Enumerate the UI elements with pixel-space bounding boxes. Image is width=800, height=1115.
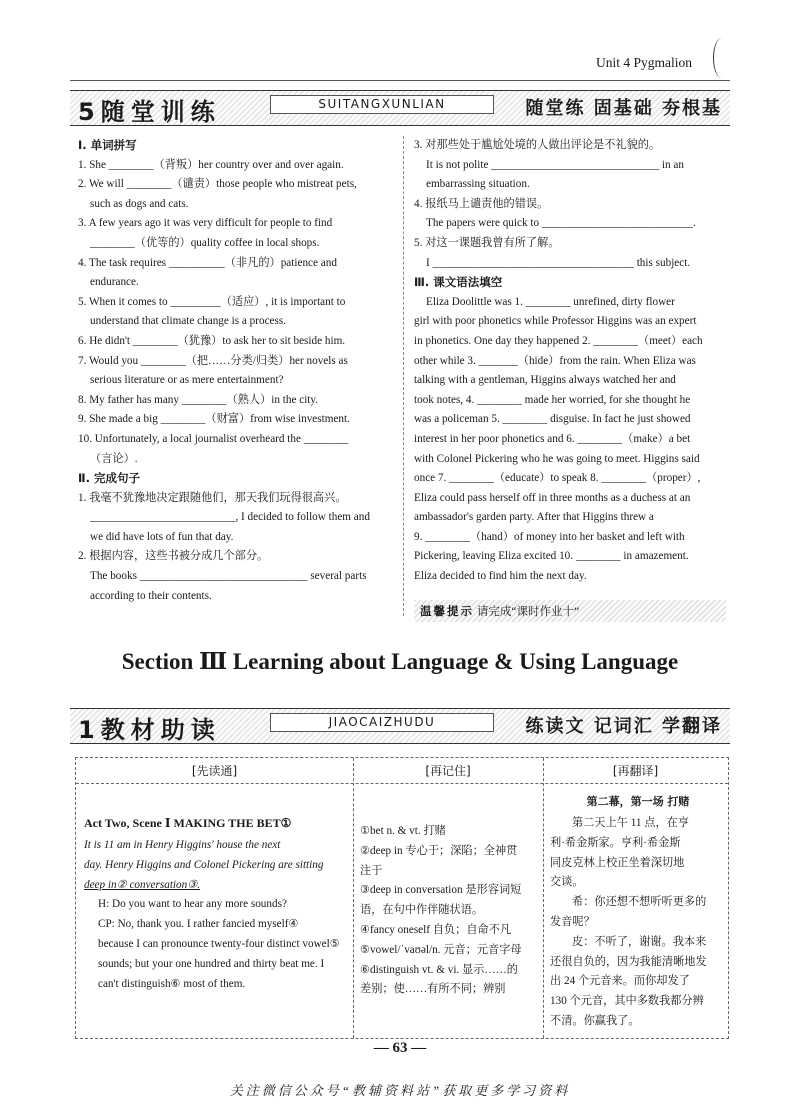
exercise-line: Eliza could pass herself off in three months as a duchess at an — [414, 491, 691, 504]
exercise-line: we did have lots of fun that day. — [90, 530, 234, 543]
exercise-line: 8. My father has many ________（熟人）in the city. — [78, 393, 319, 406]
exercise-line: 3. A few years ago it was very difficult for people to find — [78, 217, 333, 230]
exercise-line: according to their contents. — [90, 589, 212, 602]
banner-pinyin-code: SUITANGXUNLIAN — [270, 95, 494, 114]
exercise-line: serious literature or as mere entertainment? — [90, 374, 284, 387]
exercise-line: __________________________, I decided to follow them and — [90, 511, 370, 524]
passage-title: Act Two, Scene Ⅰ MAKING THE BET① — [84, 816, 292, 830]
exercise-line: in phonetics. One day they happened 2. ________（meet）each — [414, 334, 703, 347]
header-curve-decoration — [713, 38, 730, 78]
table-divider — [353, 758, 354, 1038]
vocab-note-line: ⑤vowel/ˈvaʊəl/n. 元音；元音字母 — [360, 943, 522, 956]
header-rule — [70, 80, 730, 81]
translation-line: 交谈。 — [550, 876, 584, 889]
table-header-translate: [再翻译] — [612, 764, 659, 778]
vocab-note-line: ③deep in conversation 是形容词短 — [360, 884, 522, 897]
exercise-line: such as dogs and cats. — [90, 197, 189, 210]
passage-line: can't distinguish⑥ most of them. — [98, 977, 246, 990]
exercise-line: girl with poor phonetics while Professor Higgins was an expert — [414, 315, 697, 328]
translation-line: 第二天上午 11 点，在亨 — [572, 817, 690, 829]
exercise-line: Eliza Doolittle was 1. ________ unrefined, dirty flower — [426, 295, 675, 308]
translation-line: 发音呢？ — [550, 915, 595, 928]
exercise-line: 6. He didn't ________（犹豫）to ask her to sit beside him. — [78, 334, 346, 347]
banner-number-title: 1教材助读 — [78, 716, 221, 744]
exercise-line: （言论）. — [90, 452, 138, 465]
unit-header: Unit 4 Pygmalion — [596, 55, 693, 70]
banner-pinyin-code: JIAOCAIZHUDU — [270, 713, 494, 732]
banner-number-title: 5随堂训练 — [78, 98, 221, 126]
exercise-line: The papers were quick to ___________________________. — [426, 217, 696, 230]
exercise-line: 10. Unfortunately, a local journalist overheard the ________ — [78, 432, 349, 445]
translation-line: 出 24 个元音来。而你却发了 — [550, 975, 690, 988]
section-title: Section Ⅲ Learning about Language & Using Language — [121, 649, 679, 674]
reading-banner — [70, 708, 730, 744]
exercise-line: 5. When it comes to _________（适应）, it is important to — [78, 295, 346, 308]
vocab-note-line: ①bet n. & vt. 打赌 — [360, 825, 446, 837]
table-divider — [543, 758, 544, 1038]
translation-text — [550, 814, 726, 1032]
exercise-line: other while 3. _______（hide）from the rain. When Eliza was — [414, 354, 696, 367]
exercise-line: endurance. — [90, 276, 139, 289]
vocab-note-line: ④fancy oneself 自负；自命不凡 — [360, 923, 512, 936]
vocab-note-line: ②deep in 专心于；深陷；全神贯 — [360, 844, 518, 857]
tip-box — [414, 600, 726, 622]
banner-slogan: 随堂练 固基础 夯根基 — [525, 98, 722, 119]
passage-line: CP: No, thank you. I rather fancied myself④ — [98, 918, 299, 931]
passage-line: It is 11 am in Henry Higgins' house the next — [84, 839, 281, 851]
table-header-rule — [76, 783, 728, 784]
translation-line: 皮：不听了，谢谢。我本来 — [572, 935, 707, 948]
footer-note: 关注微信公众号“教辅资料站”获取更多学习资料 — [229, 1083, 571, 1098]
vocab-note-line: 注于 — [360, 864, 383, 877]
exercise-line: 1. She ________（背叛）her country over and over again. — [78, 158, 344, 171]
reading-table — [75, 757, 729, 1039]
passage-line: because I can pronounce twenty-four distinct vowel⑤ — [98, 937, 340, 950]
translation-line: 130 个元音，其中多数我都分辨 — [550, 995, 704, 1008]
vocab-note-line: 差别；使……有所不同；辨别 — [360, 983, 506, 996]
passage-line: sounds; but your one hundred and thirty beat me. I — [98, 957, 325, 970]
exercise-line: talking with a gentleman, Higgins always watched her and — [414, 374, 676, 387]
exercise-line: 2. We will ________（谴责）those people who mistreat pets, — [78, 178, 357, 191]
tip-label: 温馨提示 — [420, 604, 474, 618]
exercise-line: I ____________________________________ this subject. — [426, 256, 691, 269]
exercise-line: 9. ________（hand）of money into her basket and left with — [414, 530, 685, 543]
exercise-line: ambassador's garden party. After that Higgins threw a — [414, 511, 654, 524]
tip-text: 请完成“课时作业十” — [476, 606, 580, 618]
passage-line: H: Do you want to hear any more sounds? — [98, 898, 287, 911]
exercise-line: The books ______________________________ several parts — [90, 570, 367, 583]
exercise-line: 4. 报纸马上谴责他的错误。 — [414, 197, 549, 210]
section-heading: Ⅰ. 单词拼写 — [78, 138, 137, 152]
translation-line: 还很自负的，因为我能清晰地发 — [550, 955, 707, 968]
exercise-line: embarrassing situation. — [426, 178, 530, 191]
exercise-line: 7. Would you ________（把……分类/归类）her novels as — [78, 354, 348, 367]
translation-line: 利·希金斯家。亨利·希金斯 — [550, 836, 681, 849]
column-divider — [403, 136, 404, 616]
exercise-line: 4. The task requires __________（非凡的）patience and — [78, 256, 337, 269]
translation-line: 同皮克林上校正坐着深切地 — [550, 856, 685, 869]
exercise-line: Eliza decided to find him the next day. — [414, 570, 587, 583]
translation-title: 第二幕，第一场 打赌 — [586, 795, 690, 808]
exercise-line: ________（优等的）quality coffee in local shops. — [90, 236, 320, 249]
exercise-left-column — [78, 136, 390, 606]
page-number: — 63 — — [373, 1040, 427, 1056]
table-header-remember: [再记住] — [425, 764, 471, 778]
exercise-line: with Colonel Pickering who he was going to meet. Higgins said — [414, 452, 700, 465]
vocab-note-line: ⑥distinguish vt. & vi. 显示……的 — [360, 963, 518, 976]
passage-line: day. Henry Higgins and Colonel Pickering are sitting — [84, 858, 324, 871]
banner-slogan: 练读文 记词汇 学翻译 — [525, 716, 722, 737]
section-heading: Ⅱ. 完成句子 — [78, 471, 140, 486]
exercise-line: interest in her poor phonetics and 6. ________（make）a bet — [414, 432, 691, 445]
translation-line: 希：你还想不想听听更多的 — [572, 896, 707, 909]
exercise-line: took notes, 4. ________ made her worried, for she thought he — [414, 393, 691, 406]
section-heading: Ⅲ. 课文语法填空 — [414, 275, 503, 290]
vocab-notes — [360, 822, 540, 1000]
translation-line: 不清。你赢我了。 — [550, 1014, 640, 1027]
exercise-line: understand that climate change is a process. — [90, 315, 287, 328]
exercise-line: 1. 我毫不犹豫地决定跟随他们，那天我们玩得很高兴。 — [78, 491, 347, 504]
exercise-line: It is not polite ______________________________ in an — [426, 158, 684, 171]
table-header-read: [先读通] — [191, 764, 238, 778]
exercise-line: was a policeman 5. ________ disguise. In fact he just showed — [414, 413, 691, 426]
exercise-line: 5. 对这一课题我曾有所了解。 — [414, 236, 560, 249]
passage-text — [84, 836, 348, 994]
exercise-line: 3. 对那些处于尴尬处境的人做出评论是不礼貌的。 — [414, 139, 661, 151]
practice-banner — [70, 90, 730, 126]
exercise-line: Pickering, leaving Eliza excited 10. ________ in amazement. — [414, 550, 689, 563]
exercise-right-column — [414, 136, 726, 587]
exercise-line: 9. She made a big ________（财富）from wise investment. — [78, 413, 350, 426]
exercise-line: 2. 根据内容，这些书被分成几个部分。 — [78, 550, 269, 563]
exercise-line: once 7. ________（educate）to speak 8. ________（proper）, — [414, 472, 701, 485]
vocab-note-line: 语，在句中作伴随状语。 — [360, 904, 484, 917]
passage-line: deep in② conversation③. — [84, 878, 201, 891]
